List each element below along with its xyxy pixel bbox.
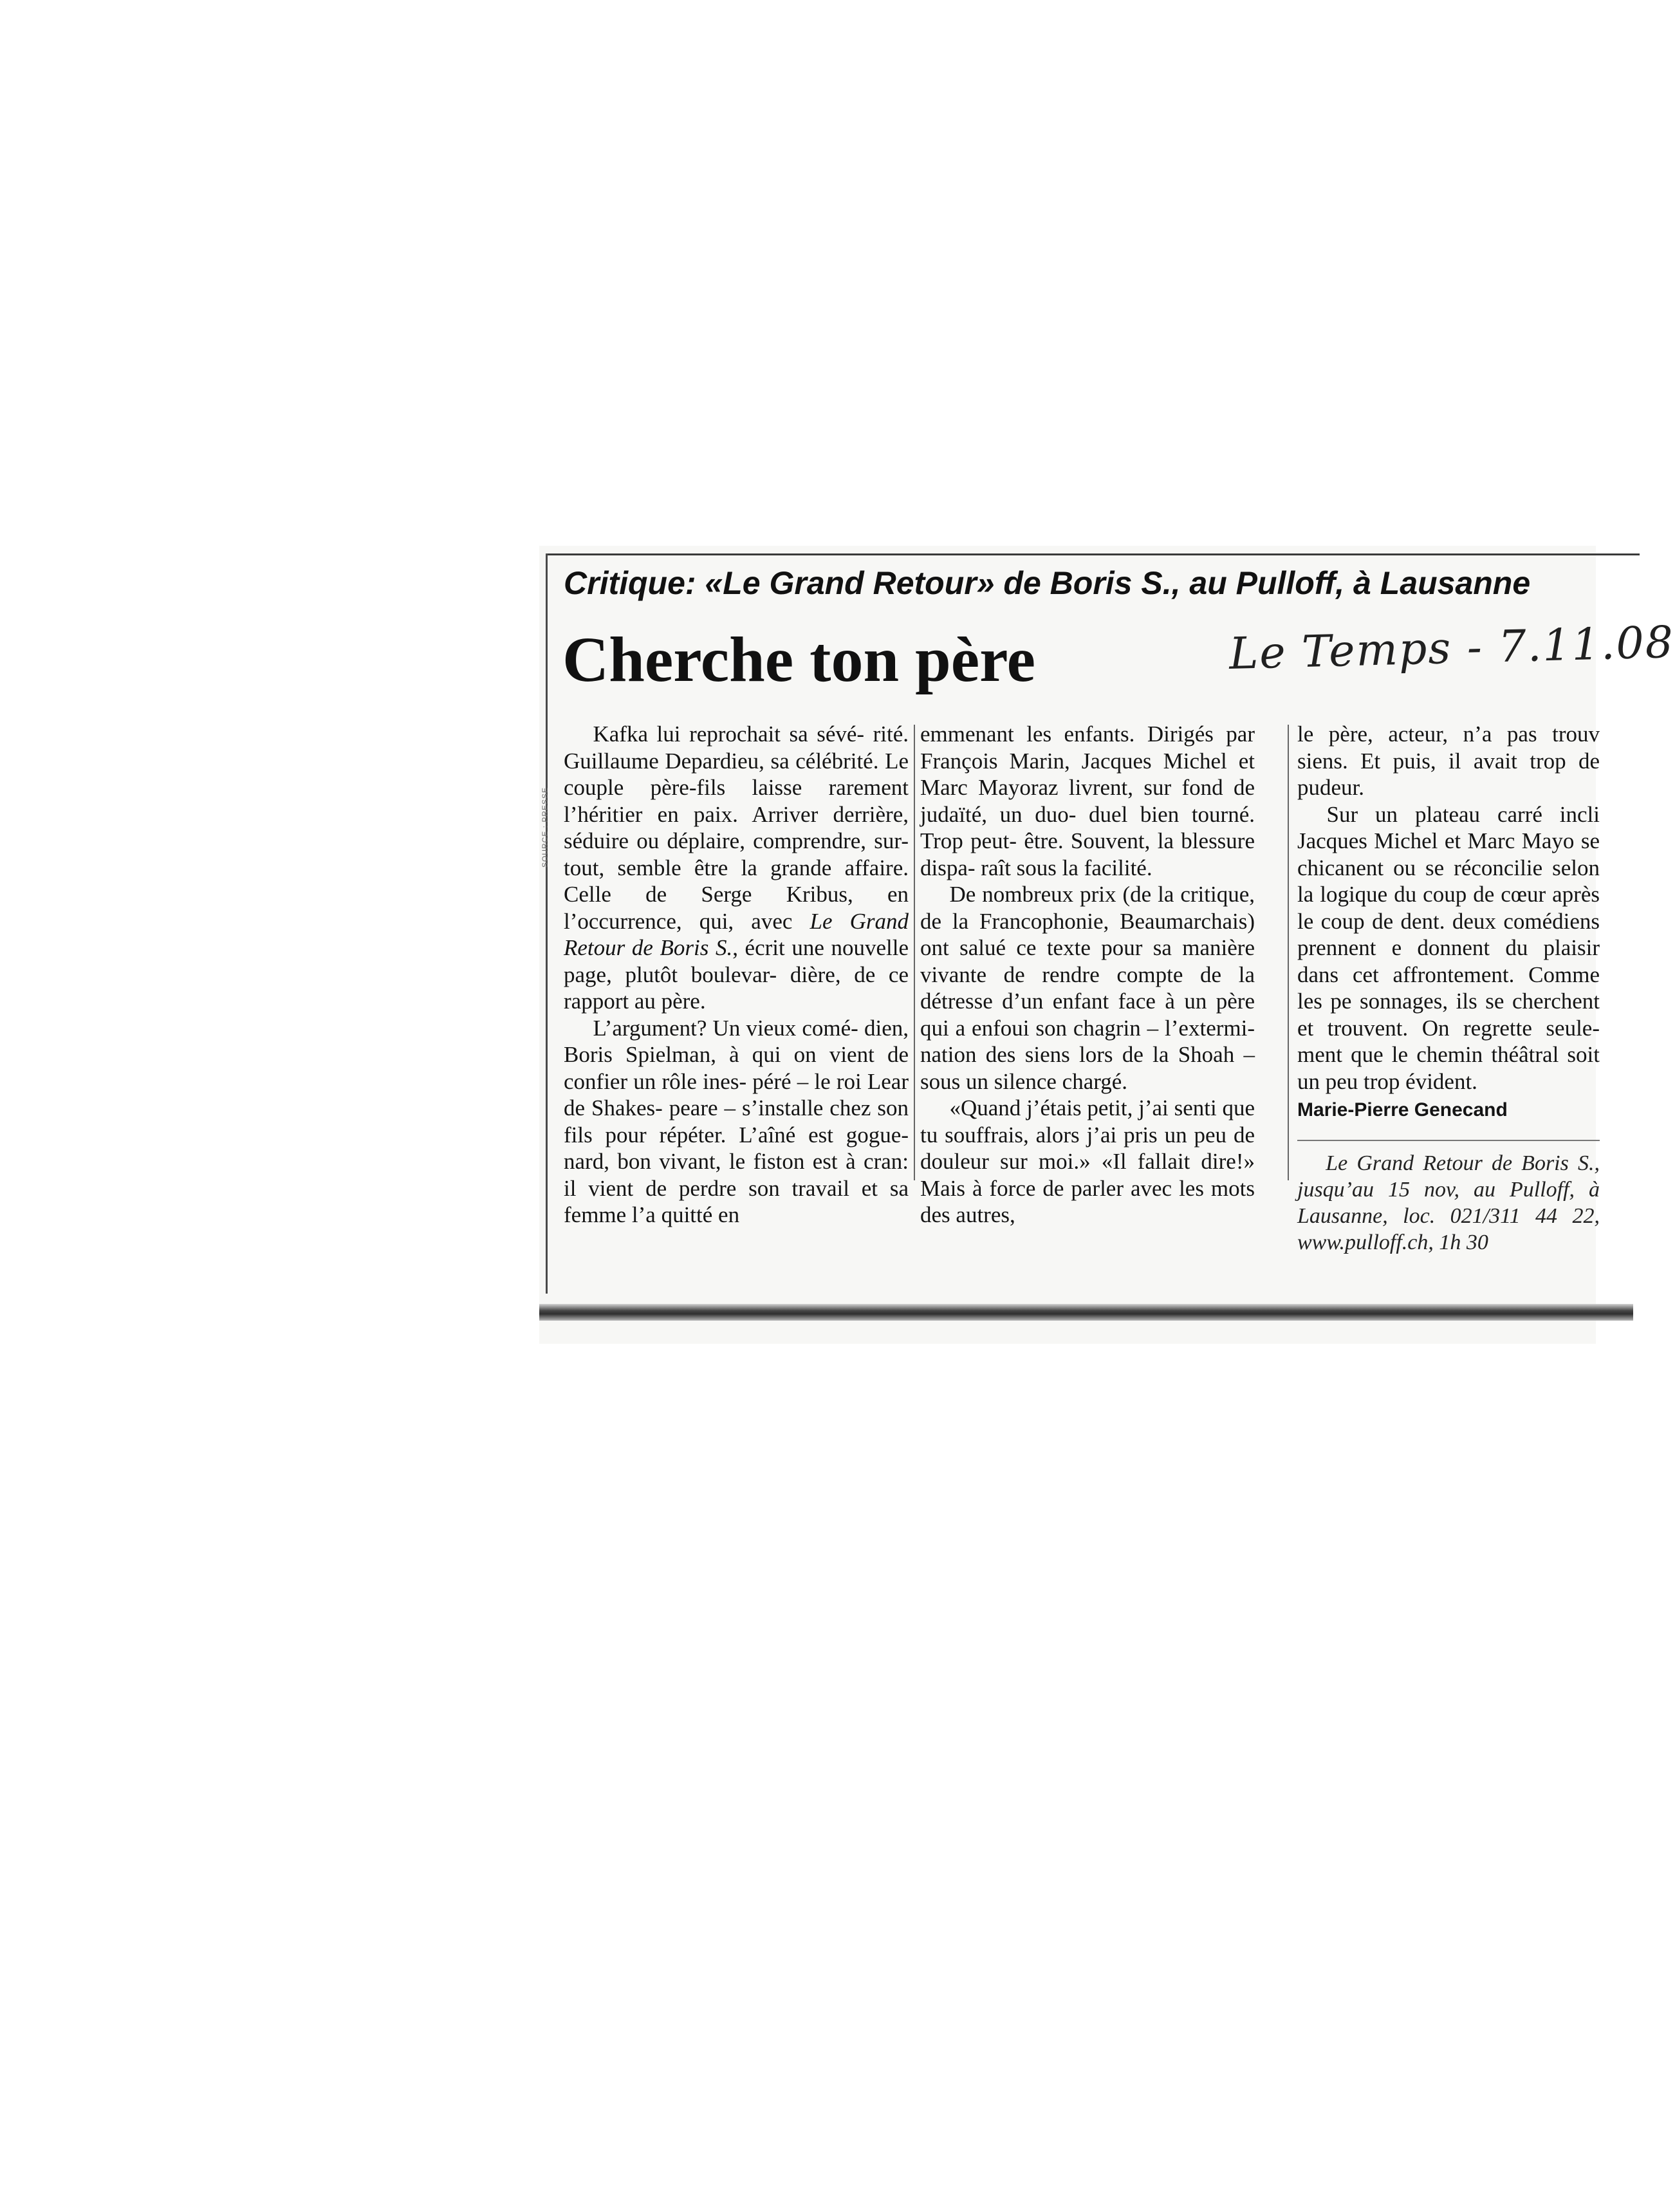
article-headline: Cherche ton père	[562, 624, 1036, 695]
newspaper-clipping	[539, 546, 1675, 1344]
show-info: Le Grand Retour de Boris S., jusqu’au 15 nov, au Pulloff, à Lausanne, loc. 021/311 44 22, www.pulloff.ch, 1h 30	[1297, 1151, 1600, 1254]
column-divider	[1288, 725, 1289, 1180]
paragraph: emmenant les enfants. Dirigés par François Marin, Jacques Michel et Marc Mayoraz livrent, sur fond de judaïté, un duo- duel bien tourné. Trop peut- être. Souvent, la blessure dispa- raît sous la facilité.	[920, 721, 1255, 880]
paragraph: «Quand j’étais petit, j’ai senti que tu souffrais, alors j’ai pris un peu de douleur sur moi.» «Il fallait dire!» Mais à force de parler avec les mots des autres,	[920, 1095, 1255, 1227]
side-photo-credit: SOURCE : PRESSE	[541, 786, 550, 868]
paragraph: De nombreux prix (de la critique, de la Francophonie, Beaumarchais) ont salué ce texte pour sa manière vivante de rendre compte de la détresse d’un enfant face à un père qui a enfoui son chagrin – l’extermi- nation des siens lors de la Shoah – sous un silence chargé.	[920, 882, 1255, 1094]
paragraph: Sur un plateau carré incli Jacques Michel et Marc Mayo se chicanent ou se réconcilie selon la logique du coup de cœur après le coup de dent. deux comédiens prennent e donnent du plaisir dans cet affrontement. Comme les pe sonnages, ils se cherchent et trouvent. On regrette seule- ment que le chemin théâtral soit un peu trop évident.	[1297, 801, 1600, 1094]
column-divider	[914, 725, 915, 1180]
paragraph: L’argument? Un vieux comé- dien, Boris Spielman, à qui on vient de confier un rôle ines- péré – le roi Lear de Shakes- peare – s’installe chez son fils pour répéter. L’aîné est gogue- nard, bon vivant, le fiston est à cran: il vient de perdre son travail et sa femme l’a quitté en	[564, 1015, 909, 1227]
article-column-3	[1297, 721, 1600, 1256]
top-rule	[546, 553, 1640, 555]
author-byline: Marie-Pierre Genecand	[1297, 1099, 1508, 1120]
article-kicker: Critique: «Le Grand Retour» de Boris S., au Pulloff, à Lausanne	[564, 565, 1531, 601]
paragraph: Kafka lui reprochait sa sévé- rité. Guillaume Depardieu, sa célébrité. Le couple père-fils laisse rarement l’héritier en paix. Arriver derrière, séduire ou déplaire, comprendre, sur- tout, semble être la grande affaire. Celle de Serge Kribus, en l’occurrence, qui, avec Le Grand Retour de Boris S., écrit une nouvelle page, plutôt boulevar- dière, de ce rapport au père.	[564, 721, 909, 1014]
handwritten-source-note: Le Temps - 7.11.08	[1228, 617, 1675, 680]
bottom-rule	[539, 1304, 1633, 1321]
play-title: Le Grand Retour de Boris S.	[564, 908, 909, 960]
paragraph: le père, acteur, n’a pas trouv siens. Et puis, il avait trop de pudeur.	[1297, 721, 1600, 800]
info-divider	[1297, 1140, 1600, 1141]
article-column-1	[564, 721, 909, 1229]
article-column-2	[920, 721, 1255, 1229]
